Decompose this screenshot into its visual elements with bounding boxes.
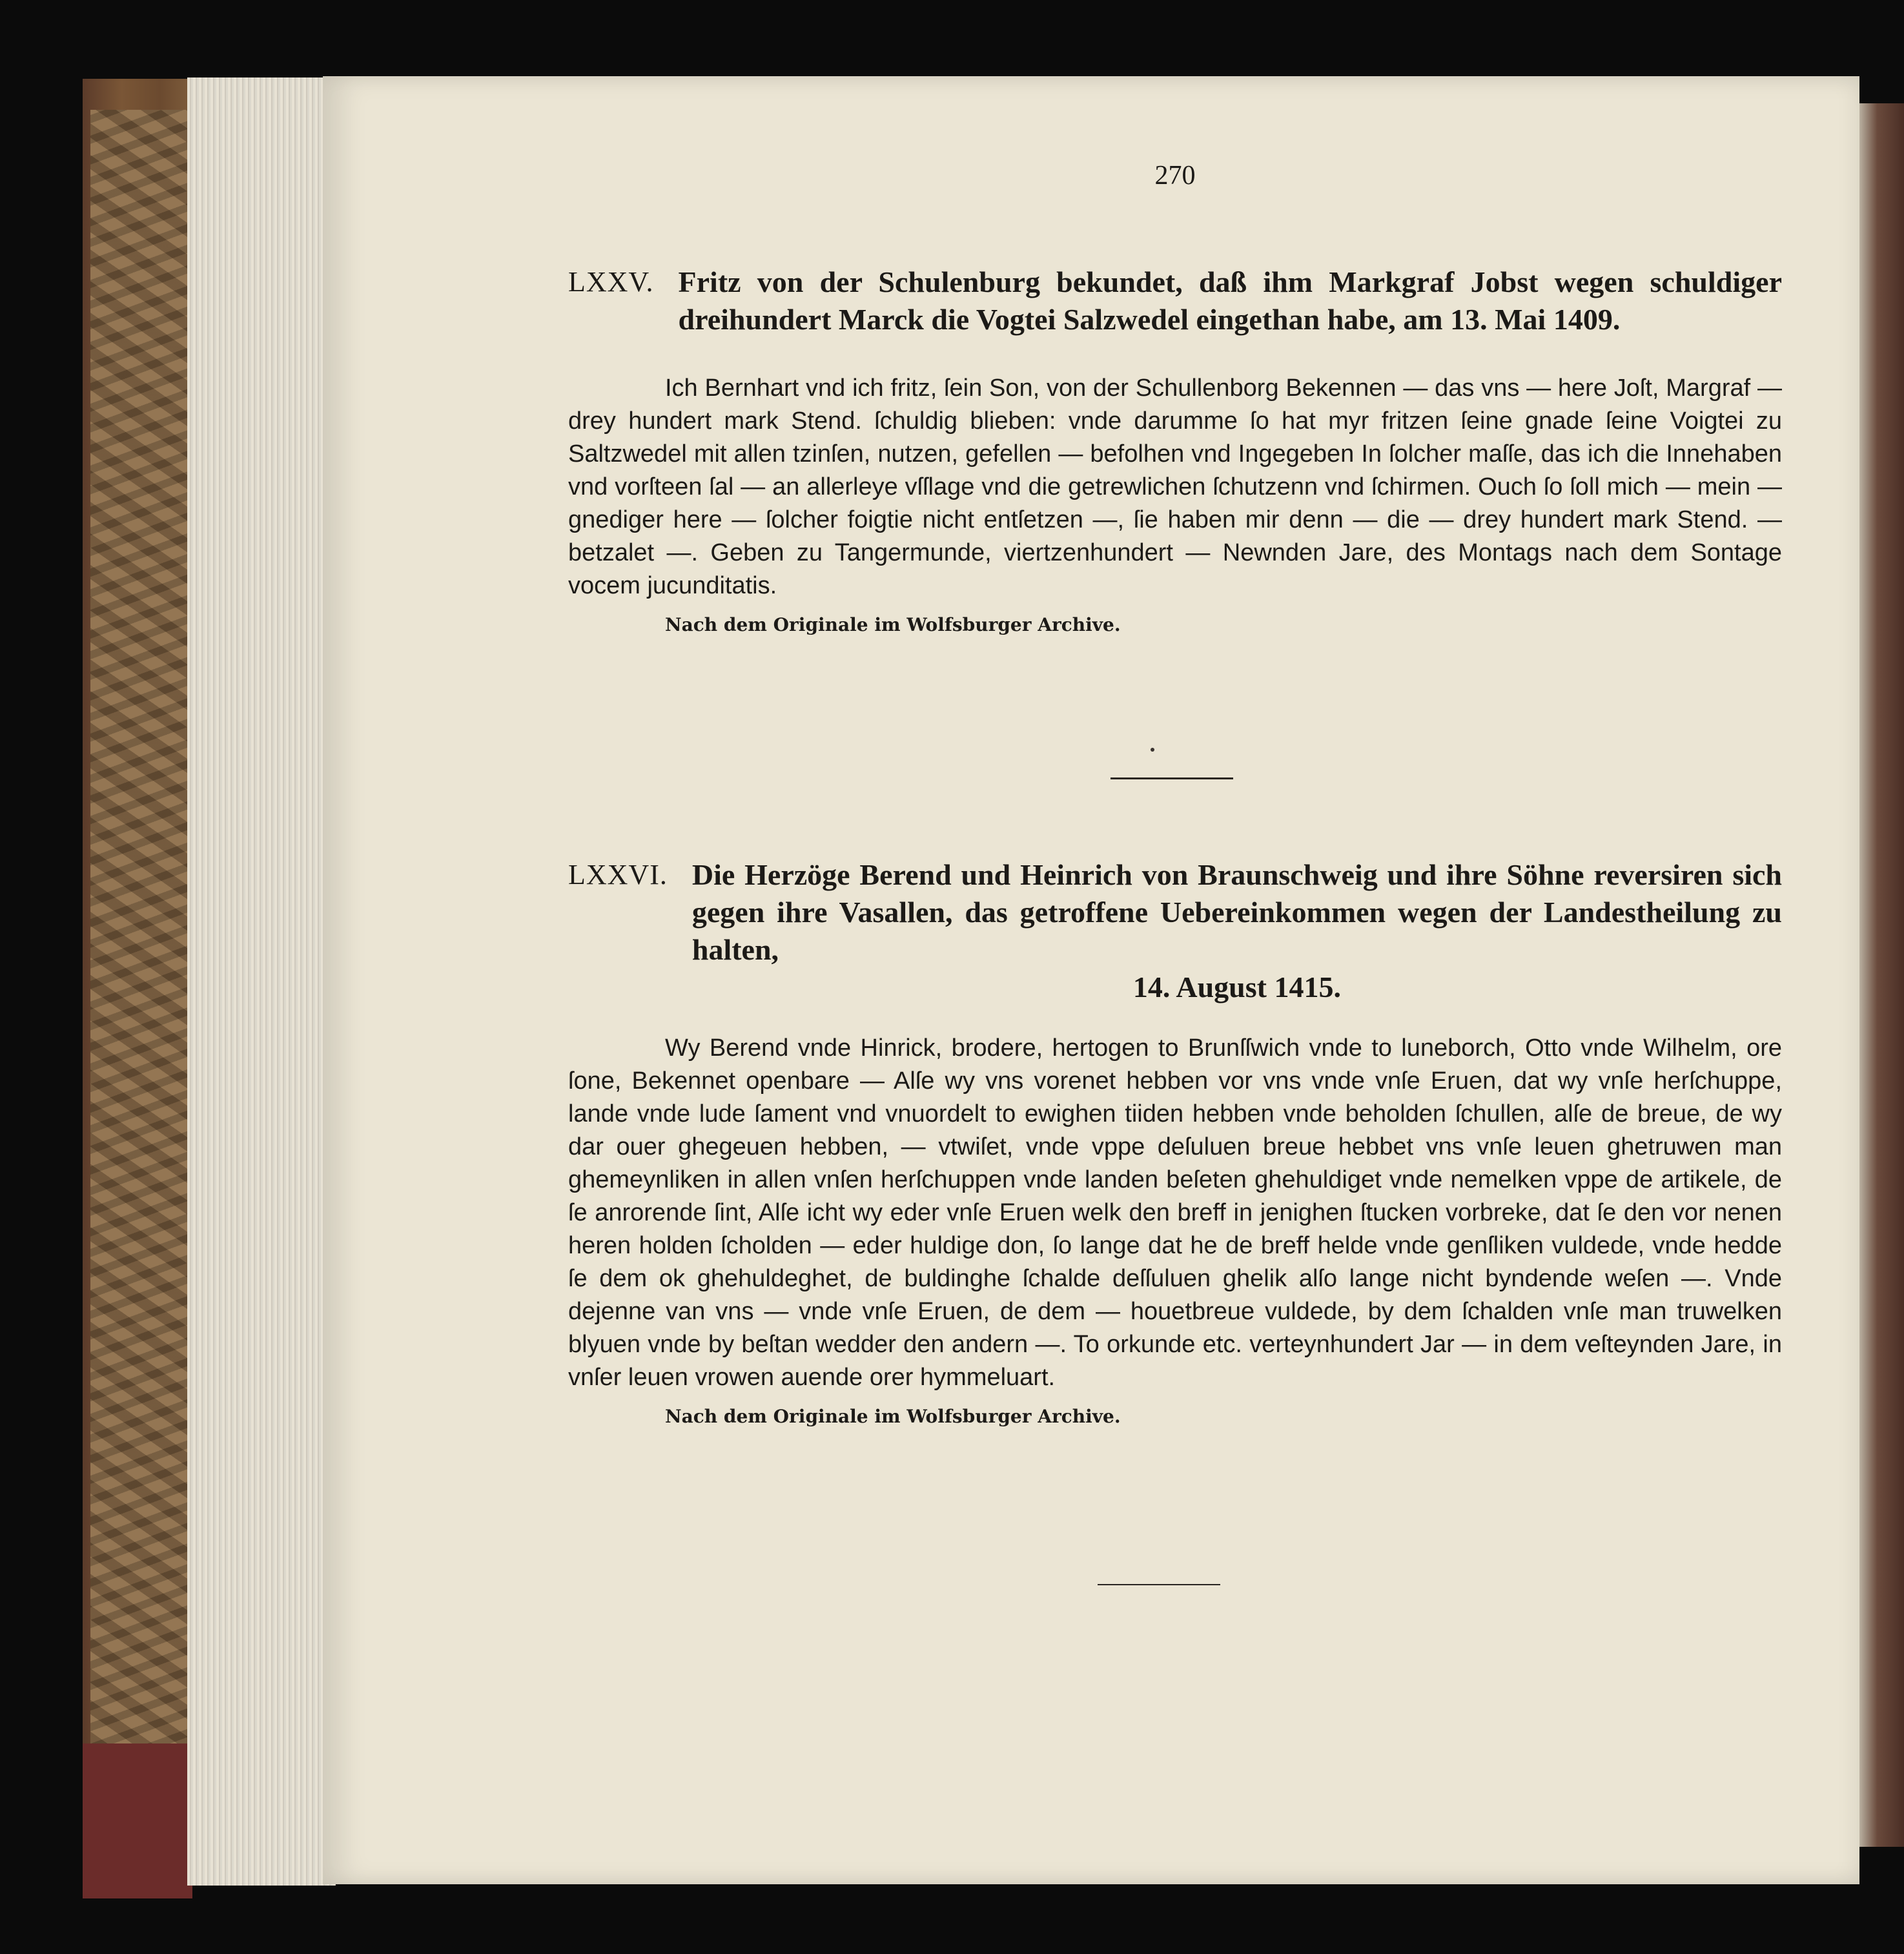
- source-note: Nach dem Originale im Wolfsburger Archive.: [665, 614, 1121, 635]
- document-title: Fritz von der Schulenburg bekundet, daß ihm Markgraf Jobst wegen schuldiger dreihundert Marck die Vogtei Salzwedel eingethan habe, am 13. Mai 1409.: [678, 265, 1782, 336]
- document-body: Wy Berend vnde Hinrick, brodere, hertogen to Brunſſwich vnde to luneborch, Otto vnde Wilhelm, ore ſone, Bekennet openbare — Alſe wy vns vorenet hebben vor vns vnde vnſe Eruen, dat wy vnſe herſchuppe, lande vnde lude ſament vnd vnuordelt to ewighen tiiden hebben vnde beholden ſchullen, alſe de breue, de wy dar ouer ghegeuen hebben, — vtwiſet, vnde vppe deſuluen breue hebbet vns vnſe leuen ghetruwen man ghemeynliken in allen vnſen herſchuppen vnde landen beſeten ghehuldiget vnde nemelken vppe de artikele, de ſe anrorende ſint, Alſe icht wy eder vnſe Eruen welk den breff in jenighen ſtucken vorbreke, dat ſe den vor nenen heren holden ſcholden — eder huldige don, ſo lange dat he de breff helde vnde genſliken vuldede, vnde hedde ſe dem ok ghehuldeghet, de buldinghe ſchalde deſſuluen ghelik alſo lange nicht byndende weſen —. Vnde dejenne van vns — vnde vnſe Eruen, de dem — houetbreue vuldede, by dem ſchalden vnſe man truwelken blyuen vnde by beſtan wedder den andern —. To orkunde etc. verteynhundert Jar — in dem veſteynden Jare, in vnſer leuen vrowen auende orer hymmeluart.: [568, 1034, 1782, 1391]
- book-cover-right: [1859, 103, 1904, 1847]
- source-note: Nach dem Originale im Wolfsburger Archive.: [665, 1406, 1121, 1427]
- document-heading: [568, 263, 1782, 338]
- document-title-text: Die Herzöge Berend und Heinrich von Braunschweig und ihre Söhne reversiren sich gegen ihre Vasallen, das getroffene Uebereinkommen wegen der Landestheilung zu halten,: [691, 858, 1782, 966]
- cover-cloth-corner: [83, 1743, 192, 1898]
- page-speck: [1151, 748, 1154, 752]
- page-content: [323, 76, 1859, 1884]
- document-number: LXXVI.: [568, 859, 668, 890]
- document-number: LXXV.: [568, 266, 654, 298]
- section-divider: [1098, 1584, 1220, 1585]
- marbled-endpaper: [90, 110, 187, 1840]
- document-lxxvi: [568, 856, 1782, 1427]
- document-title: [692, 856, 1782, 1006]
- document-body: Ich Bernhart vnd ich fritz, ſein Son, von der Schullenborg Bekennen — das vns — here Joſt, Margraf — drey hundert mark Stend. ſchuldig blieben: vnde darumme ſo hat myr fritzen ſeine gnade ſeine Voigtei zu Saltzwedel mit allen tzinſen, nutzen, gefellen — befolhen vnd Ingegeben In ſolcher maſſe, das ich die Innehaben vnd vorſteen ſal — an allerleye vſſlage vnd die getrewlichen ſchutzenn vnd ſchirmen. Ouch ſo ſoll mich — mein — gnediger here — ſolcher foigtie nicht entſetzen —, ſie haben mir denn — die — drey hundert mark Stend. — betzalet —. Geben zu Tangermunde, viertzenhundert — Newnden Jare, des Montags nach dem Sontage vocem jucunditatis.: [568, 375, 1782, 599]
- page-number: 270: [1154, 161, 1196, 190]
- document-lxxv: [568, 263, 1782, 635]
- page-edges: [187, 77, 336, 1886]
- document-heading: [568, 856, 1782, 1006]
- section-divider: [1111, 777, 1233, 779]
- document-date: 14. August 1415.: [1132, 971, 1341, 1003]
- book-page: [323, 76, 1859, 1884]
